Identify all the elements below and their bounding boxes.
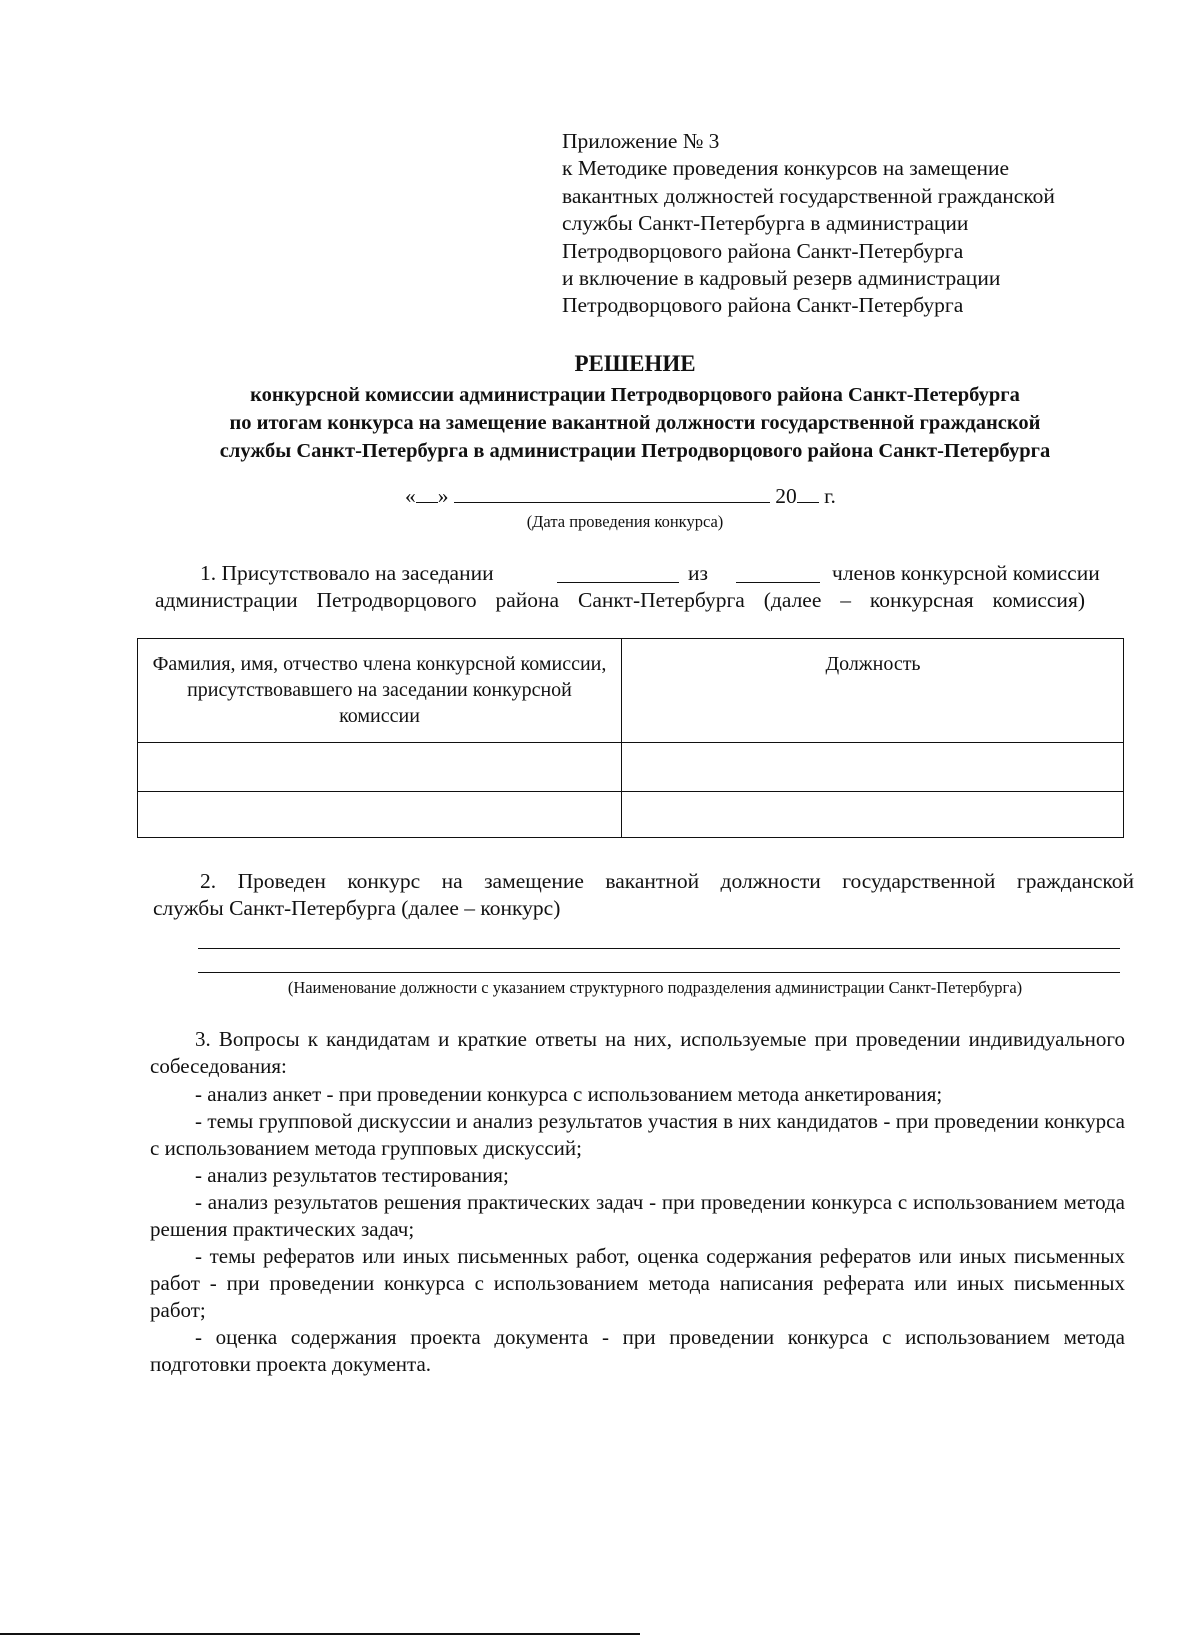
list-item: - анализ анкет - при проведении конкурса с использованием метода анкетирования; <box>195 1082 943 1106</box>
page-bottom-rule <box>0 1633 640 1635</box>
subtitle-line: службы Санкт-Петербурга в администрации Петродворцового района Санкт-Петербурга <box>219 440 1051 462</box>
list-item: - анализ результатов тестирования; <box>195 1163 509 1187</box>
table-header-position: Должность <box>825 653 921 675</box>
table-cell-position[interactable] <box>623 792 1123 836</box>
annex-line: службы Санкт-Петербурга в администрации <box>562 211 969 236</box>
day-field[interactable] <box>416 485 438 503</box>
year-suffix: г. <box>824 484 836 508</box>
present-count-field[interactable] <box>557 582 679 583</box>
annex-line: Петродворцового района Санкт-Петербурга <box>562 238 964 263</box>
list-item: - темы рефератов или иных письменных работ, оценка содержания рефератов или иных письменных работ - при проведении конкурса с использованием метода написания реферата или иных письменных работ; <box>150 1244 1125 1322</box>
document-title: РЕШЕНИЕ <box>574 351 696 376</box>
section3-intro-text: 3. Вопросы к кандидатам и краткие ответы на них, используемые при проведении индивидуального собеседования: <box>150 1027 1125 1078</box>
table-cell-name[interactable] <box>138 743 621 791</box>
list-item: - оценка содержания проекта документа - при проведении конкурса с использованием метода подготовки проекта документа. <box>150 1325 1125 1376</box>
section1-line2: администрации Петродворцового района Санкт-Петербурга (далее – конкурсная комиссия) <box>155 588 1085 612</box>
table-column-divider <box>621 639 622 837</box>
date-close-quote: » <box>437 484 449 508</box>
section1-part1: 1. Присутствовало на заседании <box>200 561 494 585</box>
section2-line2: службы Санкт-Петербурга (далее – конкурс) <box>153 896 561 920</box>
members-table <box>137 638 1124 838</box>
year-prefix: 20 <box>775 484 797 508</box>
section2-line1: 2. Проведен конкурс на замещение вакантной должности государственной гражданской <box>200 869 1134 893</box>
annex-line: Петродворцового района Санкт-Петербурга <box>562 293 964 318</box>
section1-part2: из <box>688 561 708 585</box>
section1-part3: членов конкурсной комиссии <box>832 561 1100 585</box>
subtitle-line: по итогам конкурса на замещение вакантной должности государственной гражданской <box>229 412 1041 434</box>
subtitle-line: конкурсной комиссии администрации Петродворцового района Санкт-Петербурга <box>250 384 1020 406</box>
table-cell-position[interactable] <box>623 743 1123 791</box>
table-cell-name[interactable] <box>138 792 621 836</box>
annex-line: к Методике проведения конкурсов на замещение <box>562 156 1010 181</box>
section3-intro <box>150 1026 1125 1080</box>
list-item: - темы групповой дискуссии и анализ результатов участия в них кандидатов - при проведении конкурса с использованием метода групповых дискуссий; <box>150 1109 1125 1160</box>
position-caption: (Наименование должности с указанием структурного подразделения администрации Санкт-Петербурга) <box>287 978 1023 997</box>
date-open-quote: « <box>405 484 416 508</box>
month-field[interactable] <box>454 485 770 503</box>
date-line <box>405 484 836 509</box>
annex-line: вакантных должностей государственной гражданской <box>562 183 1055 208</box>
date-caption: (Дата проведения конкурса) <box>526 512 724 531</box>
annex-line: и включение в кадровый резерв администрации <box>562 265 1001 290</box>
table-header-name: Фамилия, имя, отчество члена конкурсной комиссии, присутствовавшего на заседании конкурсной комиссии <box>152 653 607 727</box>
document-subtitle <box>140 381 1130 465</box>
year-field[interactable] <box>797 485 819 503</box>
position-name-field[interactable] <box>198 972 1120 973</box>
list-item: - анализ результатов решения практических задач - при проведении конкурса с использованием метода решения практических задач; <box>150 1190 1125 1241</box>
annex-line: Приложение № 3 <box>562 129 720 153</box>
total-count-field[interactable] <box>736 582 820 583</box>
annex-header <box>562 128 1055 320</box>
position-name-field[interactable] <box>198 948 1120 949</box>
